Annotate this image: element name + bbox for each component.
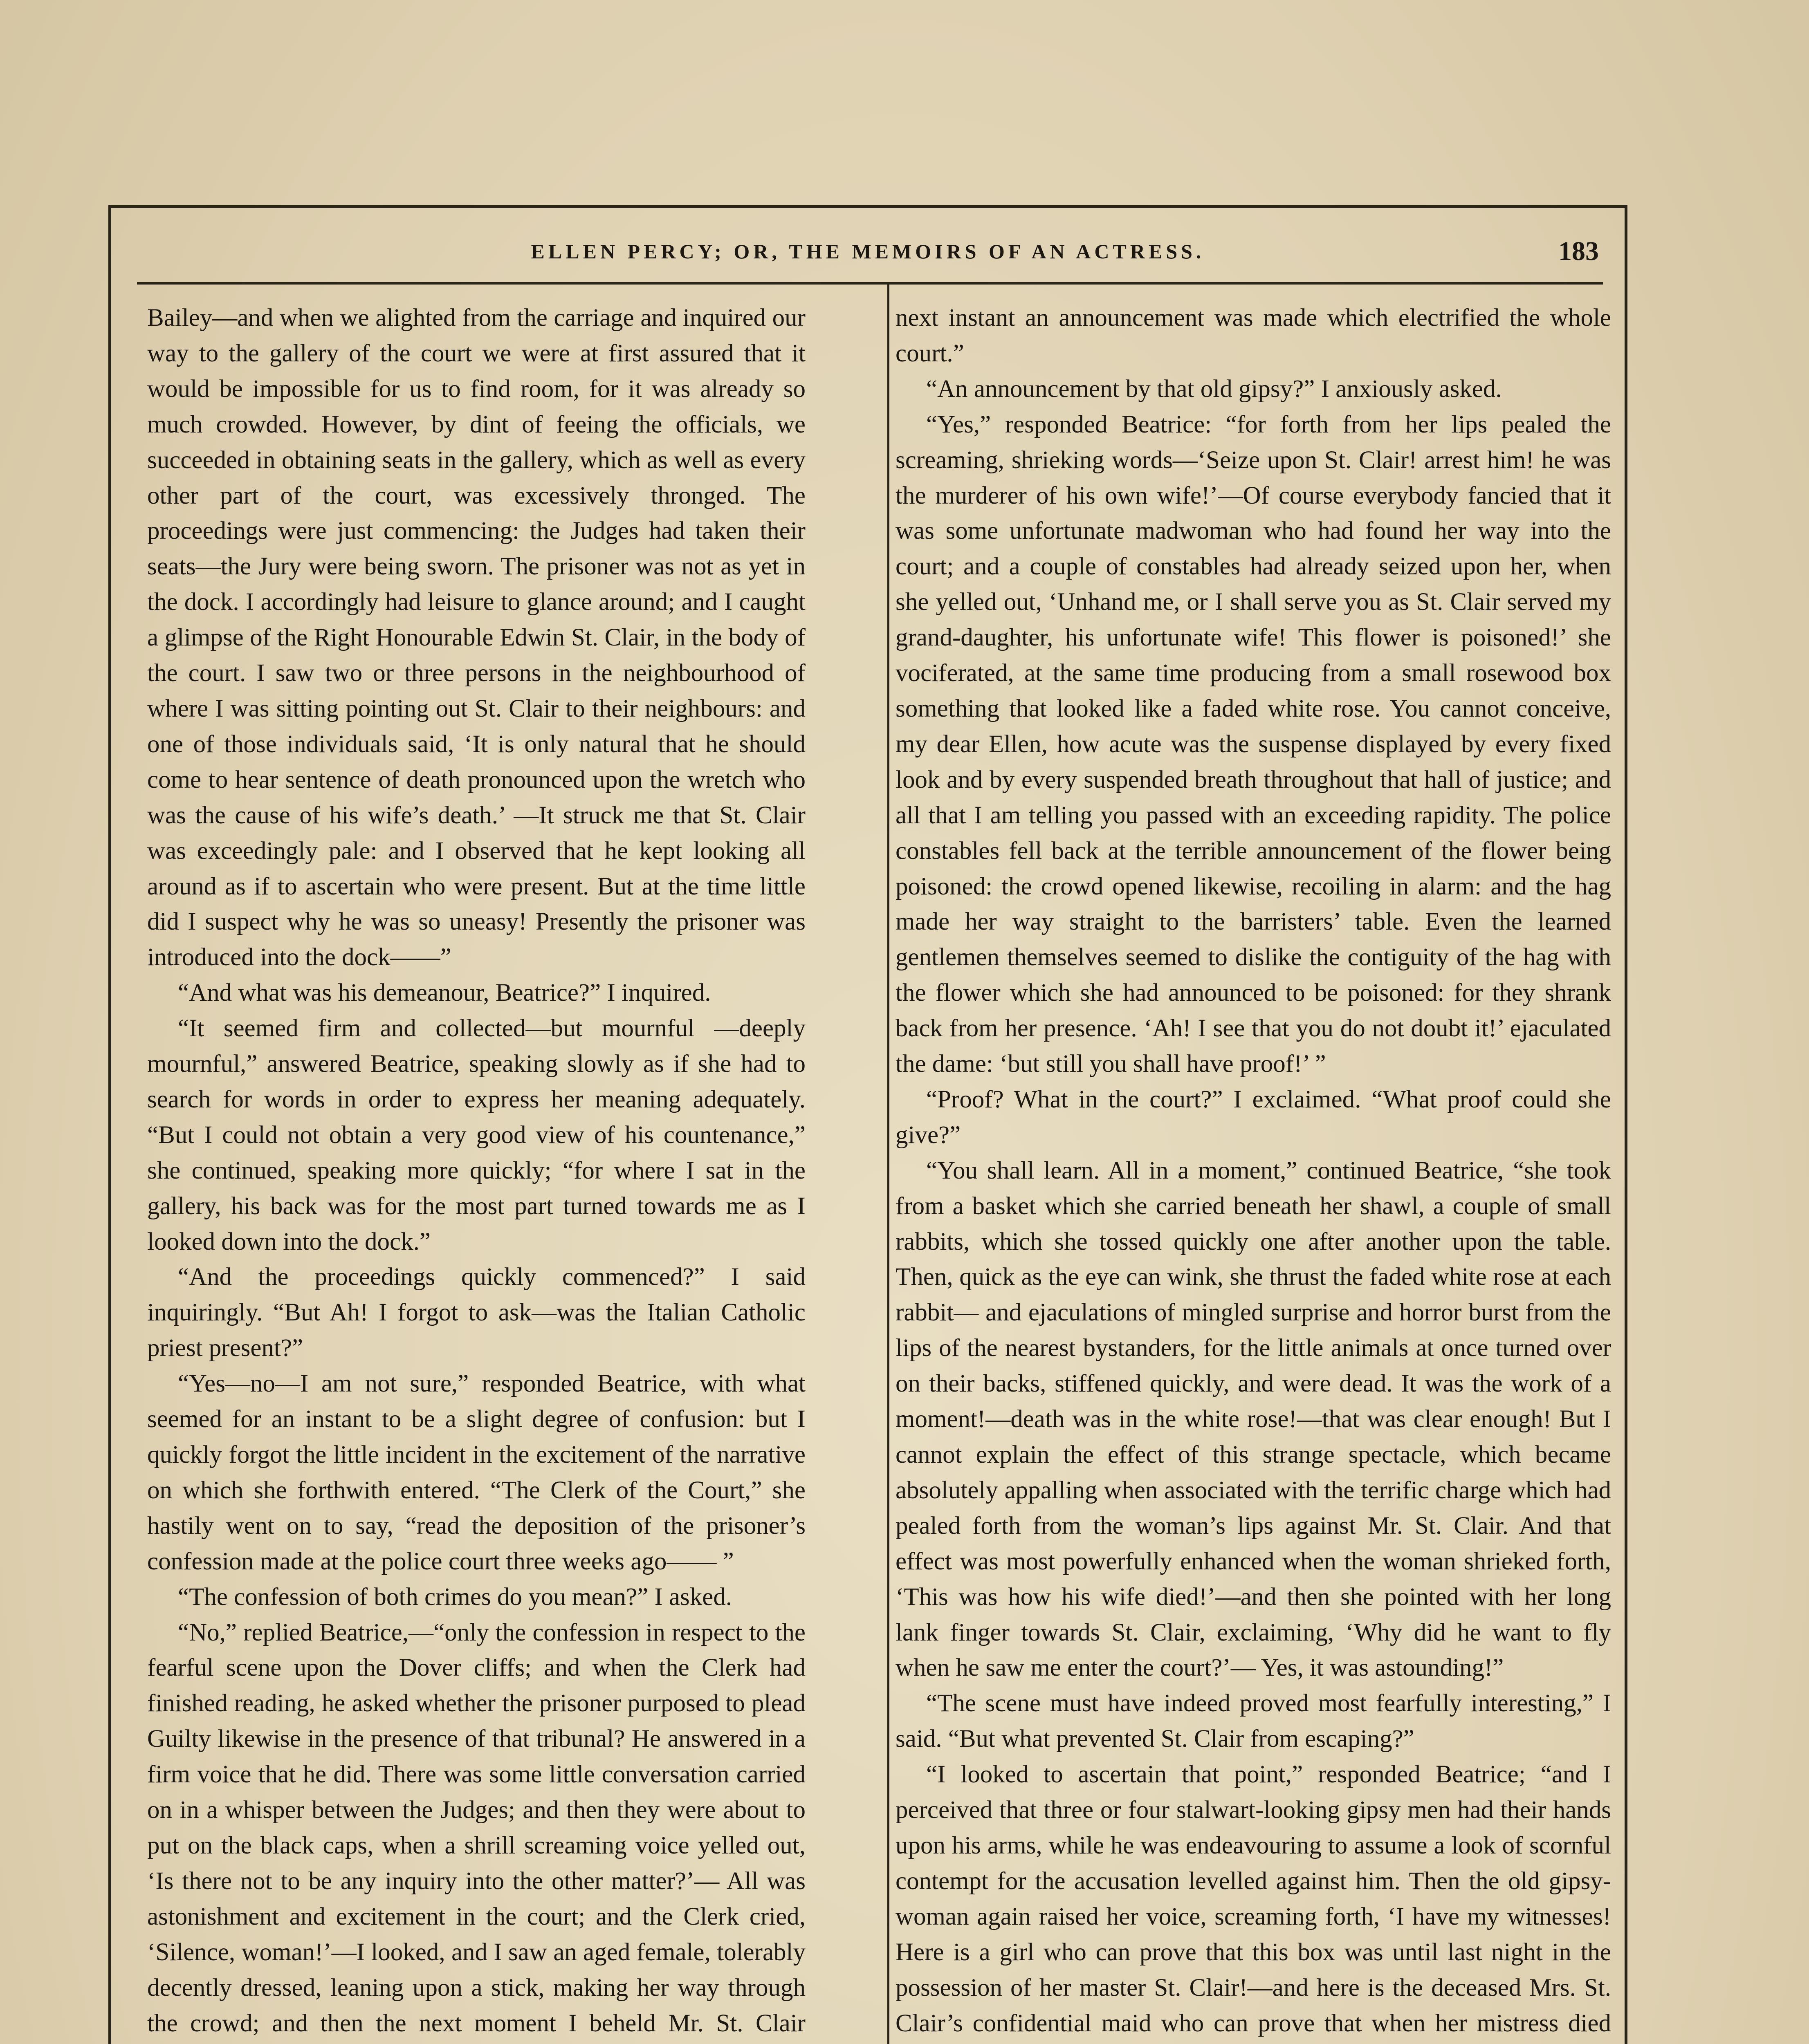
column-divider [887,284,889,2044]
page-header [108,229,1627,274]
paragraph: next instant an announcement was made which electrified the whole court.” [896,304,1611,367]
paragraph: “Proof? What in the court?” I exclaimed. “What proof could she give?” [896,1085,1611,1149]
paragraph: “Yes,” responded Beatrice: “for forth from her lips pealed the screaming, shrieking words—‘Seize upon St. Clair! arrest him! he was the murderer of his own wife!’—Of course everybody fancied that it was some unfortunate madwoman who had found her way into the court; and a couple of constables had already seized upon her, when she yelled out, ‘Unhand me, or I shall serve you as St. Clair served my grand-daughter, his unfortunate wife! This flower is poisoned!’ she vociferated, at the same time producing from a small rosewood box something that looked like a faded white rose. You cannot conceive, my dear Ellen, how acute was the suspense displayed by every fixed look and by every suspended breath throughout that hall of justice; and all that I am telling you passed with an exceeding rapidity. The police constables fell back at the terrible announcement of the flower being poisoned: the crowd opened likewise, recoiling in alarm: and the hag made her way straight to the barristers’ table. Even the learned gentlemen themselves seemed to dislike the contiguity of the hag with the flower which she had announced to be poisoned: for they shrank back from her presence. ‘Ah! I see that you do not doubt it!’ ejaculated the dame: ‘but still you shall have proof!’ ” [896,410,1611,1078]
left-column [147,300,806,2044]
paragraph: “No,” replied Beatrice,—“only the confession in respect to the fearful scene upon the Dover cliffs; and when the Clerk had finished reading, he asked whether the prisoner purposed to plead Guilty likewise in the presence of that tribunal? He answered in a firm voice that he did. There was some little conversation carried on in a whisper between the Judges; and then they were about to put on the black caps, when a shrill screaming voice yelled out, ‘Is there not to be any inquiry into the other matter?’— All was astonishment and excitement in the court; and the Clerk cried, ‘Silence, woman!’—I looked, and I saw an aged female, tolerably decently dressed, leaning upon a stick, making her way through the crowd; and then the next moment I beheld Mr. St. Clair [147,1618,806,2037]
right-column [896,300,1611,2044]
header-rule [137,282,1603,285]
paragraph: “Yes—no—I am not sure,” responded Beatrice, with what seemed for an instant to be a slight degree of confusion: but I quickly forgot the little incident in the excitement of the narrative on which she forthwith entered. “The Clerk of the Court,” she hastily went on to say, “read the deposition of the prisoner’s confession made at the police court three weeks ago—— ” [147,1370,806,1575]
paragraph: “An announcement by that old gipsy?” I anxiously asked. [926,375,1502,403]
paragraph: “The scene must have indeed proved most fearfully interesting,” I said. “But what prevented St. Clair from escaping?” [896,1690,1611,1753]
paragraph: “The confession of both crimes do you mean?” I asked. [178,1583,732,1611]
page-number: 183 [1558,236,1599,266]
paragraph: “You shall learn. All in a moment,” continued Beatrice, “she took from a basket which she carried beneath her shawl, a couple of small rabbits, which she tossed quickly one after another upon the table. Then, quick as the eye can wink, she thrust the faded white rose at each rabbit— and ejaculations of mingled surprise and horror burst from the lips of the nearest bystanders, for the little animals at once turned over on their backs, stiffened quickly, and were dead. It was the work of a moment!—death was in the white rose!—that was clear enough! But I cannot explain the effect of this strange spectacle, which became absolutely appalling when associated with the terrific charge which had pealed forth from the woman’s lips against Mr. St. Clair. And that effect was most powerfully enhanced when the woman shrieked forth, ‘This was how his wife died!’—and then she pointed with her long lank finger towards St. Clair, exclaiming, ‘Why did he want to fly when he saw me enter the court?’— Yes, it was astounding!” [896,1156,1611,1682]
paragraph: “I looked to ascertain that point,” responded Beatrice; “and I perceived that three or four stalwart-looking gipsy men had their hands upon his arms, while he was endeavouring to assume a look of scornful contempt for the accusation levelled against him. Then the old gipsy-woman again raised her voice, screaming forth, ‘I have my witnesses! Here is a girl who can prove that this box was until last night in the possession of her master St. Clair!—and here is the deceased Mrs. St. Clair’s confidential maid who can prove that when her mistress died [896,1761,1611,2037]
paragraph: “And what was his demeanour, Beatrice?” I inquired. [178,979,711,1007]
paragraph: “It seemed firm and collected—but mournful —deeply mournful,” answered Beatrice, speaking slowly as if she had to search for words in order to express her meaning adequately. “But I could not obtain a very good view of his countenance,” she continued, speaking more quickly; “for where I sat in the gallery, his back was for the most part turned towards me as I looked down into the dock.” [147,1015,806,1255]
running-title: ELLEN PERCY; OR, THE MEMOIRS OF AN ACTRESS. [531,240,1205,263]
paragraph: Bailey—and when we alighted from the carriage and inquired our way to the gallery of the court we were at first assured that it would be impossible for us to find room, for it was already so much crowded. However, by dint of feeing the officials, we succeeded in obtaining seats in the gallery, which as well as every other part of the court, was excessively thronged. The proceedings were just commencing: the Judges had taken their seats—the Jury were being sworn. The prisoner was not as yet in the dock. I accordingly had leisure to glance around; and I caught a glimpse of the Right Honourable Edwin St. Clair, in the body of the court. I saw two or three persons in the neighbourhood of where I was sitting pointing out St. Clair to their neighbours: and one of those individuals said, ‘It is only natural that he should come to hear sentence of death pronounced upon the wretch who was the cause of his wife’s death.’ —It struck me that St. Clair was exceedingly pale: and I observed that he kept looking all around as if to ascertain who were present. But at the time little did I suspect why he was so uneasy! Presently the prisoner was introduced into the dock——” [147,304,806,971]
paragraph: “And the proceedings quickly commenced?” I said inquiringly. “But Ah! I forgot to ask—was the Italian Catholic priest present?” [147,1263,806,1362]
